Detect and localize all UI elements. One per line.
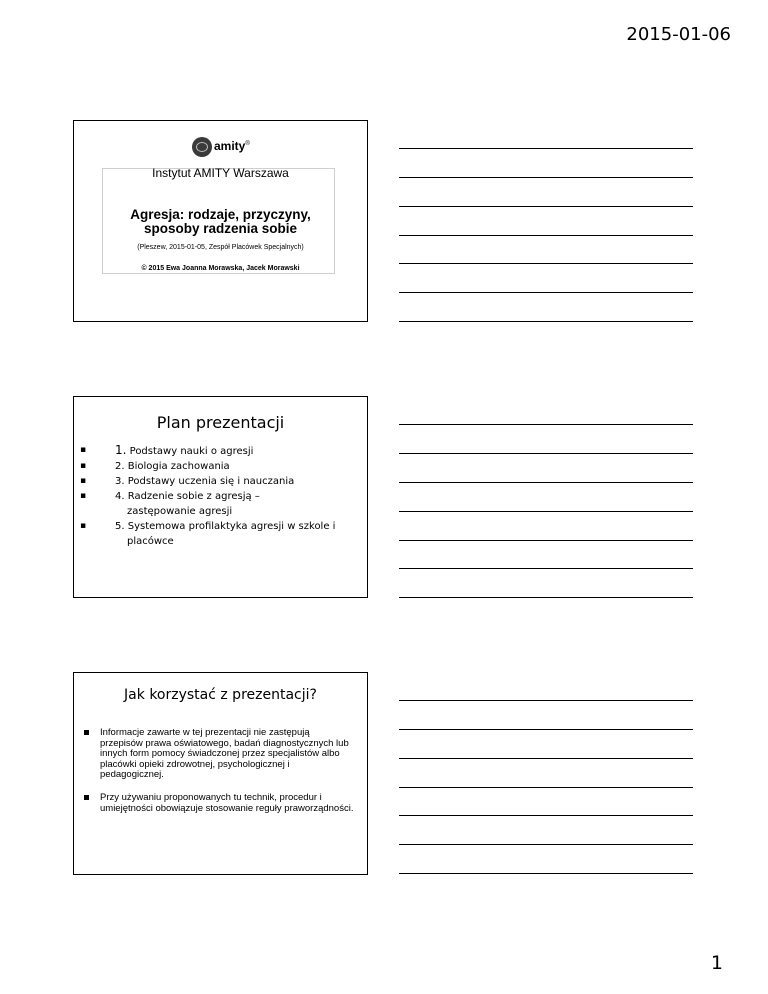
- amity-logo: [192, 137, 252, 157]
- agenda-list: [80, 443, 360, 549]
- note-line: [399, 787, 693, 788]
- note-line: [399, 482, 693, 483]
- note-line: [399, 700, 693, 701]
- note-line: [399, 148, 693, 149]
- amity-logo-icon: [192, 137, 212, 157]
- note-line: [399, 873, 693, 874]
- note-line: [399, 844, 693, 845]
- note-line: [399, 292, 693, 293]
- bullet-icon: ▪: [80, 461, 87, 471]
- agenda-item-text: 3. Podstawy uczenia się i nauczania: [115, 476, 295, 487]
- note-line: [399, 235, 693, 236]
- agenda-item-text: 2. Biologia zachowania: [115, 461, 230, 472]
- agenda-item-continuation: placówce: [127, 536, 174, 547]
- note-line: [399, 815, 693, 816]
- page-date: 2015-01-06: [626, 24, 731, 45]
- slide-1-subtitle: (Pleszew, 2015-01-05, Zespół Placówek Specjalnych): [137, 244, 304, 251]
- agenda-item: [80, 489, 360, 519]
- page-number: 1: [710, 952, 723, 974]
- note-line: [399, 263, 693, 264]
- square-bullet-icon: [84, 730, 89, 735]
- bullet-icon: ▪: [80, 521, 87, 531]
- note-line: [399, 177, 693, 178]
- agenda-item-continuation: zastępowanie agresji: [127, 506, 233, 517]
- bullet-icon: ▪: [80, 476, 87, 486]
- agenda-item-number: 1.: [115, 443, 127, 457]
- logo-text: amity: [214, 139, 246, 153]
- bullet-icon: ▪: [80, 491, 87, 501]
- note-line: [399, 758, 693, 759]
- slide-1: [73, 120, 368, 322]
- info-paragraph: [84, 728, 354, 781]
- info-paragraph-text: Informacje zawarte w tej prezentacji nie zastępują przepisów prawa oświatowego, badań diagnostycznych lub innych form pomocy świadczonej przez specjalistów albo placówki opieki zdrowotnej, psychologicznej i pedagogicznej.: [100, 727, 349, 780]
- slide-1-title-line-1: Agresja: rodzaje, przyczyny,: [130, 207, 311, 222]
- note-line: [399, 540, 693, 541]
- info-paragraph: [84, 793, 354, 814]
- agenda-item-text: 4. Radzenie sobie z agresją –: [115, 491, 260, 502]
- agenda-item: [80, 519, 360, 549]
- bullet-icon: ▪: [80, 445, 87, 455]
- note-line: [399, 568, 693, 569]
- agenda-item-text: 5. Systemowa profilaktyka agresji w szkole i: [115, 521, 336, 532]
- institute-name: Instytut AMITY Warszawa: [152, 166, 289, 180]
- agenda-item: [80, 459, 360, 474]
- logo-registered: ®: [245, 141, 250, 147]
- note-line: [399, 453, 693, 454]
- note-line: [399, 206, 693, 207]
- agenda-item: [80, 474, 360, 489]
- slide-2: [73, 396, 368, 598]
- slide-1-title-line-2: sposoby radzenia sobie: [143, 221, 298, 236]
- slide-3-title: Jak korzystać z prezentacji?: [124, 687, 317, 703]
- note-line: [399, 511, 693, 512]
- slide-1-title: [74, 208, 367, 236]
- slide-2-title: Plan prezentacji: [156, 413, 285, 432]
- agenda-item-text: Podstawy nauki o agresji: [129, 446, 254, 457]
- note-line: [399, 597, 693, 598]
- info-paragraph-text: Przy używaniu proponowanych tu technik, procedur i umiejętności obowiązuje stosowanie reguły praworządności.: [100, 792, 354, 814]
- note-line: [399, 321, 693, 322]
- note-line: [399, 729, 693, 730]
- note-line: [399, 424, 693, 425]
- agenda-item: [80, 443, 360, 459]
- copyright-line: © 2015 Ewa Joanna Morawska, Jacek Morawski: [141, 265, 300, 272]
- slide-3: [73, 672, 368, 875]
- square-bullet-icon: [84, 795, 89, 800]
